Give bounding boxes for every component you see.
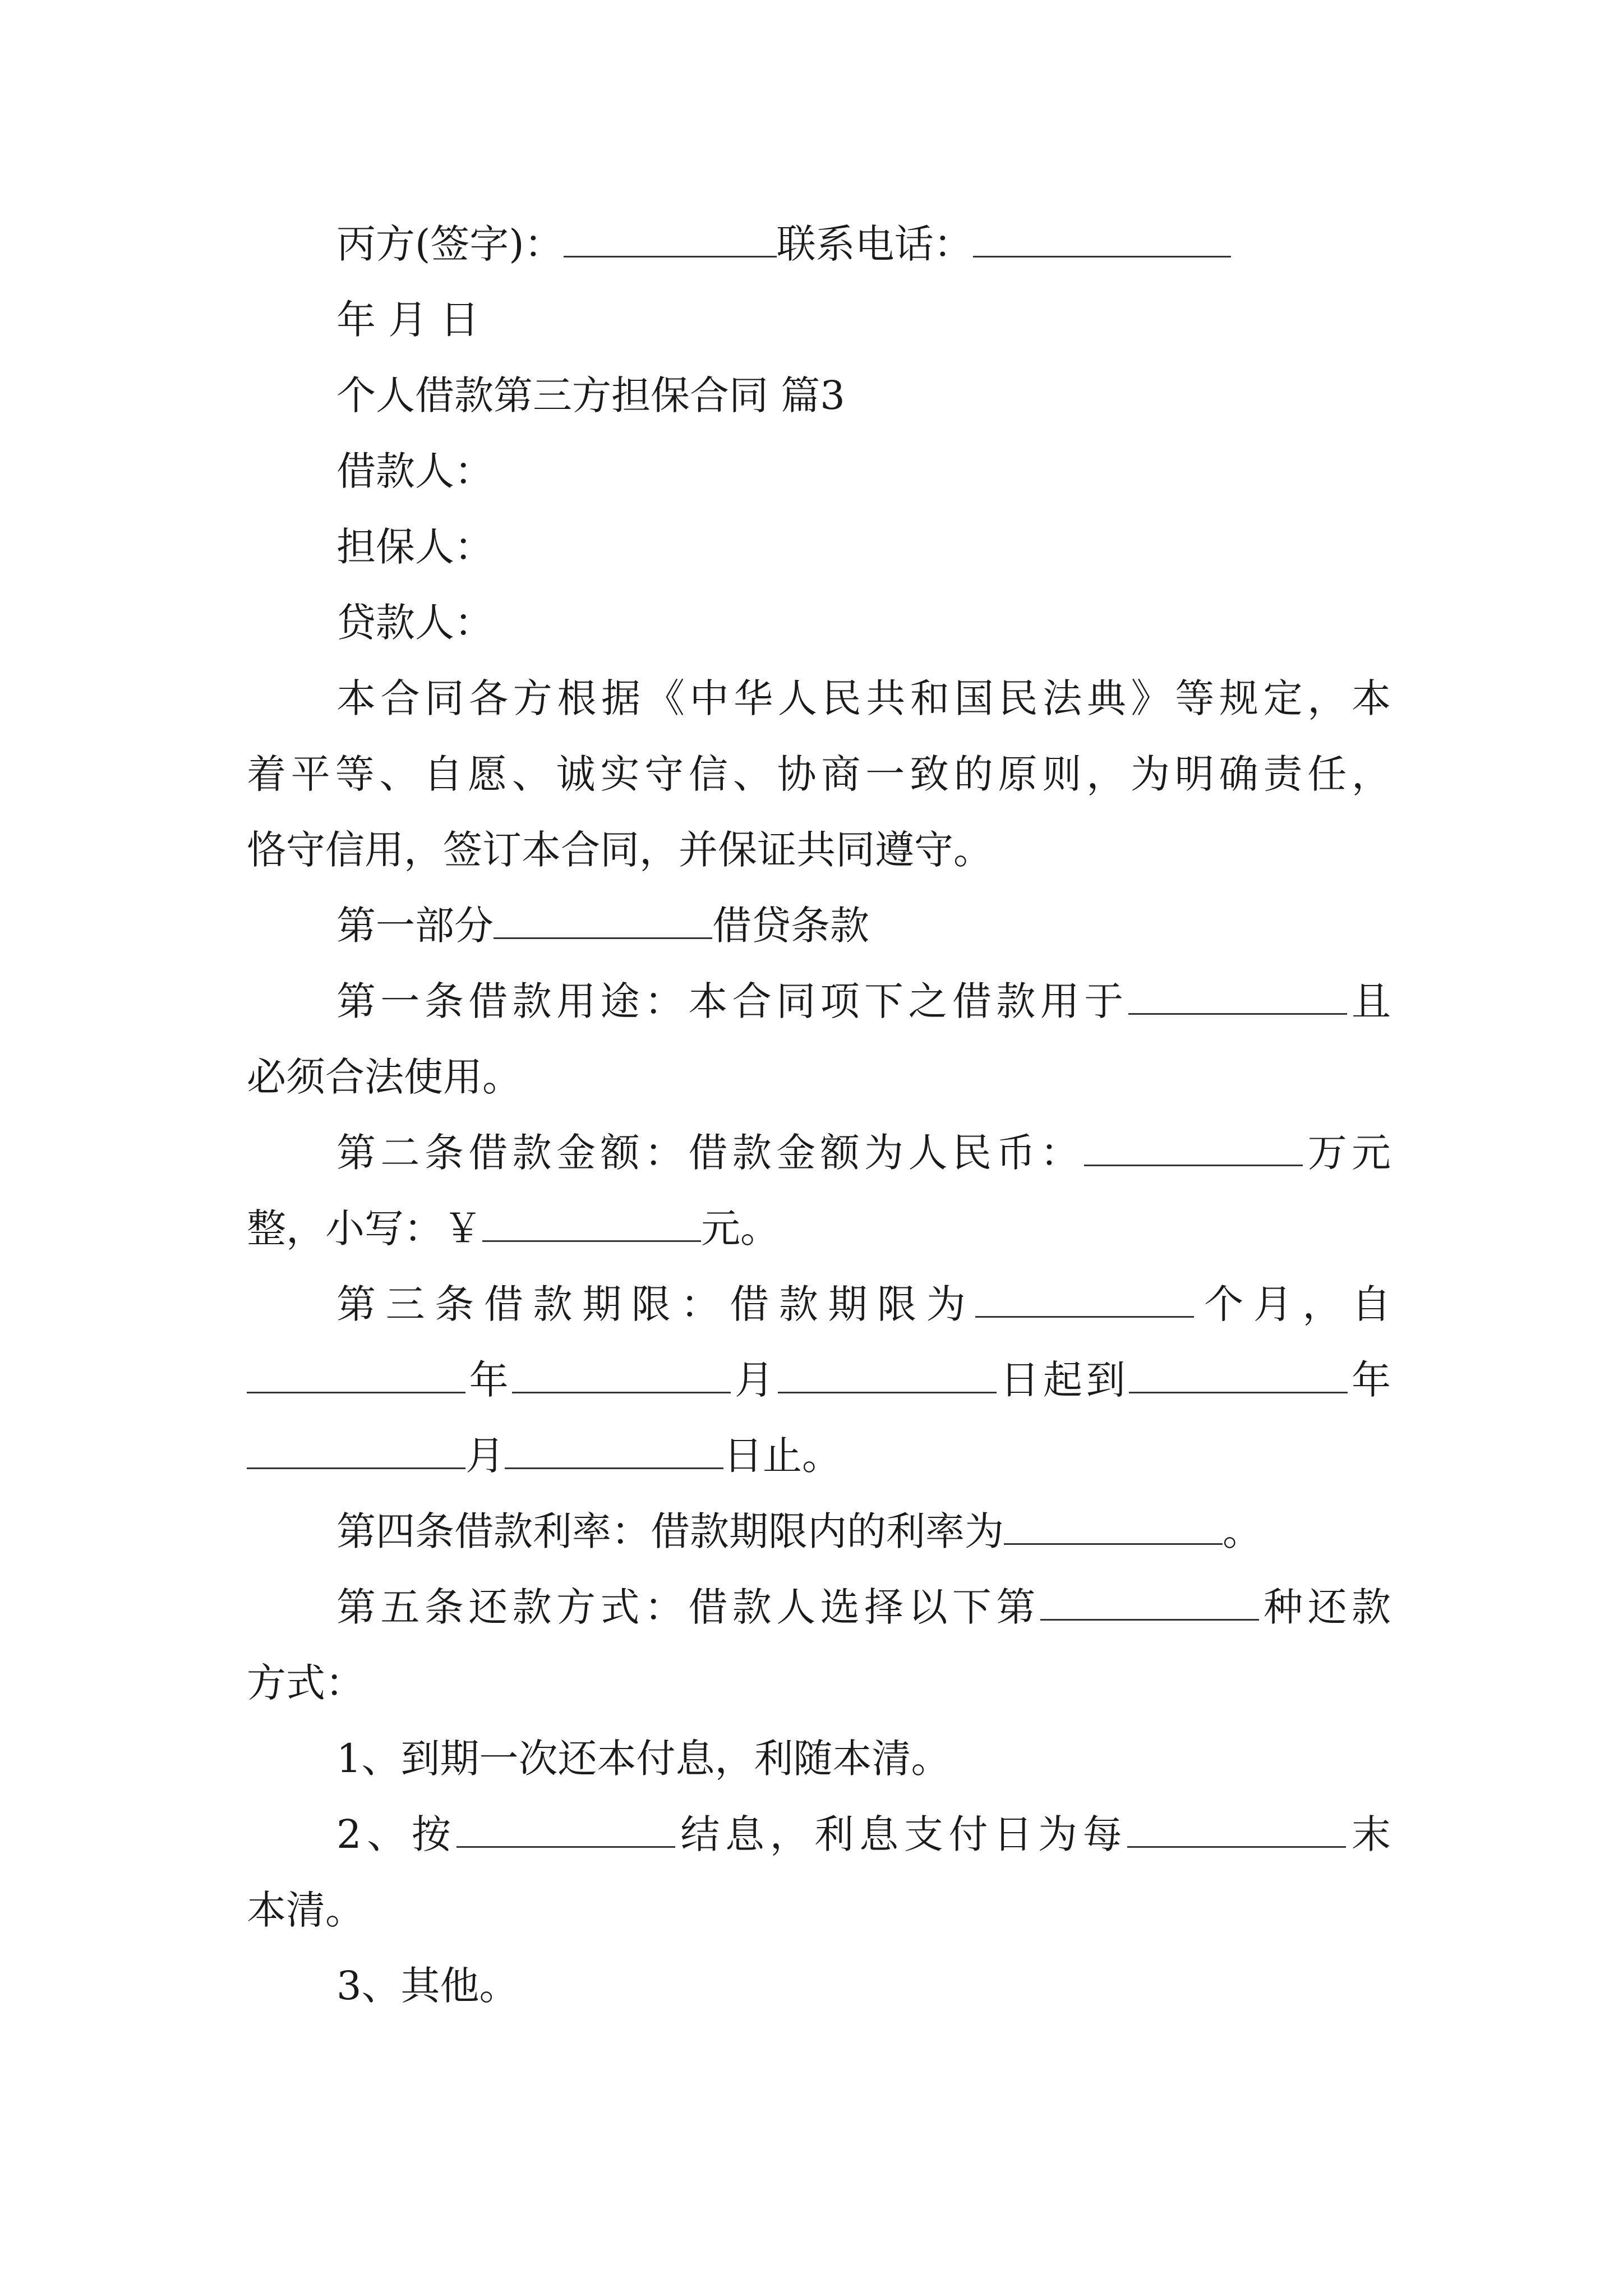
end-year-blank[interactable] <box>1129 1355 1348 1393</box>
article-2-text: 第二条借款金额：借款金额为人民币： <box>336 1130 1085 1176</box>
article-1-text-tail: 且 <box>1347 978 1391 1024</box>
repayment-option-1: 1、到期一次还本付息，利随本清。 <box>336 1736 951 1782</box>
repayment-option-3: 3、其他。 <box>336 1963 519 2009</box>
start-year-unit: 年 <box>465 1357 513 1403</box>
article-2-line-1 <box>336 1125 1391 1181</box>
interest-period-blank[interactable] <box>457 1809 675 1848</box>
party-c-label: 丙方(签字)： <box>336 221 564 267</box>
loan-amount-words-blank[interactable] <box>1084 1128 1303 1166</box>
party-c-signature-line <box>336 216 1391 272</box>
article-5-text: 第五条还款方式：借款人选择以下第 <box>336 1584 1040 1630</box>
option-2-middle: 结息，利息支付日为每 <box>675 1811 1128 1857</box>
part-one-subtitle: 借贷条款 <box>712 903 869 949</box>
repayment-option-blank[interactable] <box>1040 1582 1259 1621</box>
start-month-blank[interactable] <box>512 1355 731 1393</box>
section-heading: 个人借款第三方担保合同 篇3 <box>336 372 845 418</box>
option-2-tail: 末 <box>1346 1811 1391 1857</box>
article-2-figure-unit: 元。 <box>701 1205 780 1251</box>
article-3-line-2 <box>247 1352 1391 1408</box>
interest-rate-blank[interactable] <box>1004 1506 1223 1545</box>
part-one-title <box>336 898 1391 954</box>
repayment-option-2-line-2: 本清。 <box>247 1887 365 1933</box>
start-year-blank[interactable] <box>247 1355 465 1393</box>
start-day-unit: 日起到 <box>996 1357 1129 1403</box>
part-one-blank[interactable] <box>494 900 712 939</box>
end-day-unit: 日止。 <box>723 1433 841 1479</box>
end-day-blank[interactable] <box>505 1430 723 1469</box>
loan-purpose-blank[interactable] <box>1128 976 1347 1015</box>
loan-amount-figure-blank[interactable] <box>482 1203 701 1242</box>
article-3-line-1 <box>336 1276 1391 1332</box>
article-1-line-1 <box>336 973 1391 1029</box>
interest-day-blank[interactable] <box>1127 1809 1346 1848</box>
article-3-text: 第三条借款期限：借款期限为 <box>336 1281 976 1327</box>
start-day-blank[interactable] <box>778 1355 997 1393</box>
intro-line-3: 恪守信用，签订本合同，并保证共同遵守。 <box>247 827 993 873</box>
option-2-text: 2、按 <box>336 1811 457 1857</box>
date-line: 年 月 日 <box>336 297 479 343</box>
end-year-unit: 年 <box>1348 1357 1391 1403</box>
intro-line-2: 着平等、自愿、诚实守信、协商一致的原则，为明确责任， <box>247 751 1391 797</box>
intro-line-1: 本合同各方根据《中华人民共和国民法典》等规定，本 <box>336 675 1391 721</box>
article-3-line-3 <box>247 1428 1391 1484</box>
article-1-text: 第一条借款用途：本合同项下之借款用于 <box>336 978 1128 1024</box>
article-4-line <box>336 1503 1391 1559</box>
article-2-unit: 万元 <box>1303 1130 1391 1176</box>
part-one-label: 第一部分 <box>336 903 494 949</box>
article-5-line-2: 方式： <box>247 1660 365 1706</box>
lender-label: 贷款人： <box>336 600 494 646</box>
article-2-line-2 <box>247 1200 1391 1257</box>
start-month-unit: 月 <box>731 1357 778 1403</box>
article-4-tail: 。 <box>1223 1508 1262 1554</box>
party-c-signature-blank[interactable] <box>564 219 777 257</box>
end-month-unit: 月 <box>465 1433 505 1479</box>
article-3-months-unit: 个月，自 <box>1194 1281 1391 1327</box>
article-2-figure-label: 整，小写：￥ <box>247 1205 482 1251</box>
borrower-label: 借款人： <box>336 448 494 494</box>
loan-term-months-blank[interactable] <box>975 1279 1194 1318</box>
article-5-tail: 种还款 <box>1258 1584 1391 1630</box>
repayment-option-2-line-1 <box>336 1806 1391 1862</box>
phone-blank[interactable] <box>973 219 1231 257</box>
guarantor-label: 担保人： <box>336 524 494 570</box>
article-4-text: 第四条借款利率：借款期限内的利率为 <box>336 1508 1004 1554</box>
article-5-line-1 <box>336 1579 1391 1635</box>
article-1-line-2: 必须合法使用。 <box>247 1054 522 1100</box>
phone-label: 联系电话： <box>776 221 973 267</box>
end-month-blank[interactable] <box>247 1430 465 1469</box>
